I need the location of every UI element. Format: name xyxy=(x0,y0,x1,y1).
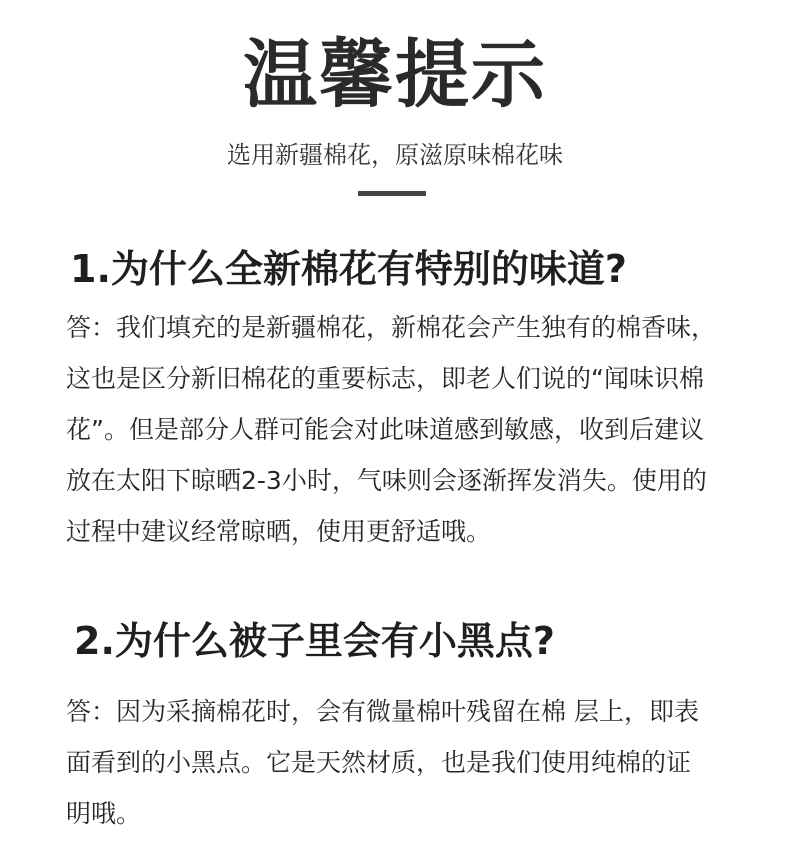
answer-line: 答：我们填充的是新疆棉花，新棉花会产生独有的棉香味， xyxy=(66,313,717,342)
answer-line: 明哦。 xyxy=(66,799,142,828)
faq-question-1: 1.为什么全新棉花有特别的味道? xyxy=(70,247,627,291)
answer-line: 这也是区分新旧棉花的重要标志，即老人们说的“闻味识棉 xyxy=(66,364,704,393)
answer-line: 花”。但是部分人群可能会对此味道感到敏感，收到后建议 xyxy=(66,415,704,444)
answer-line: 过程中建议经常晾晒，使用更舒适哦。 xyxy=(66,517,492,546)
answer-line: 答：因为采摘棉花时，会有微量棉叶残留在棉 层上，即表 xyxy=(66,697,699,726)
faq-question-2: 2.为什么被子里会有小黑点? xyxy=(74,619,555,663)
title-divider xyxy=(358,191,426,196)
page-subtitle: 选用新疆棉花，原滋原味棉花味 xyxy=(227,141,563,169)
faq-answer-2 xyxy=(66,686,746,839)
page-title: 温馨提示 xyxy=(243,32,547,118)
answer-line: 面看到的小黑点。它是天然材质，也是我们使用纯棉的证 xyxy=(66,748,692,777)
faq-answer-1 xyxy=(66,302,746,557)
answer-line: 放在太阳下晾晒2-3小时，气味则会逐渐挥发消失。使用的 xyxy=(66,466,707,495)
